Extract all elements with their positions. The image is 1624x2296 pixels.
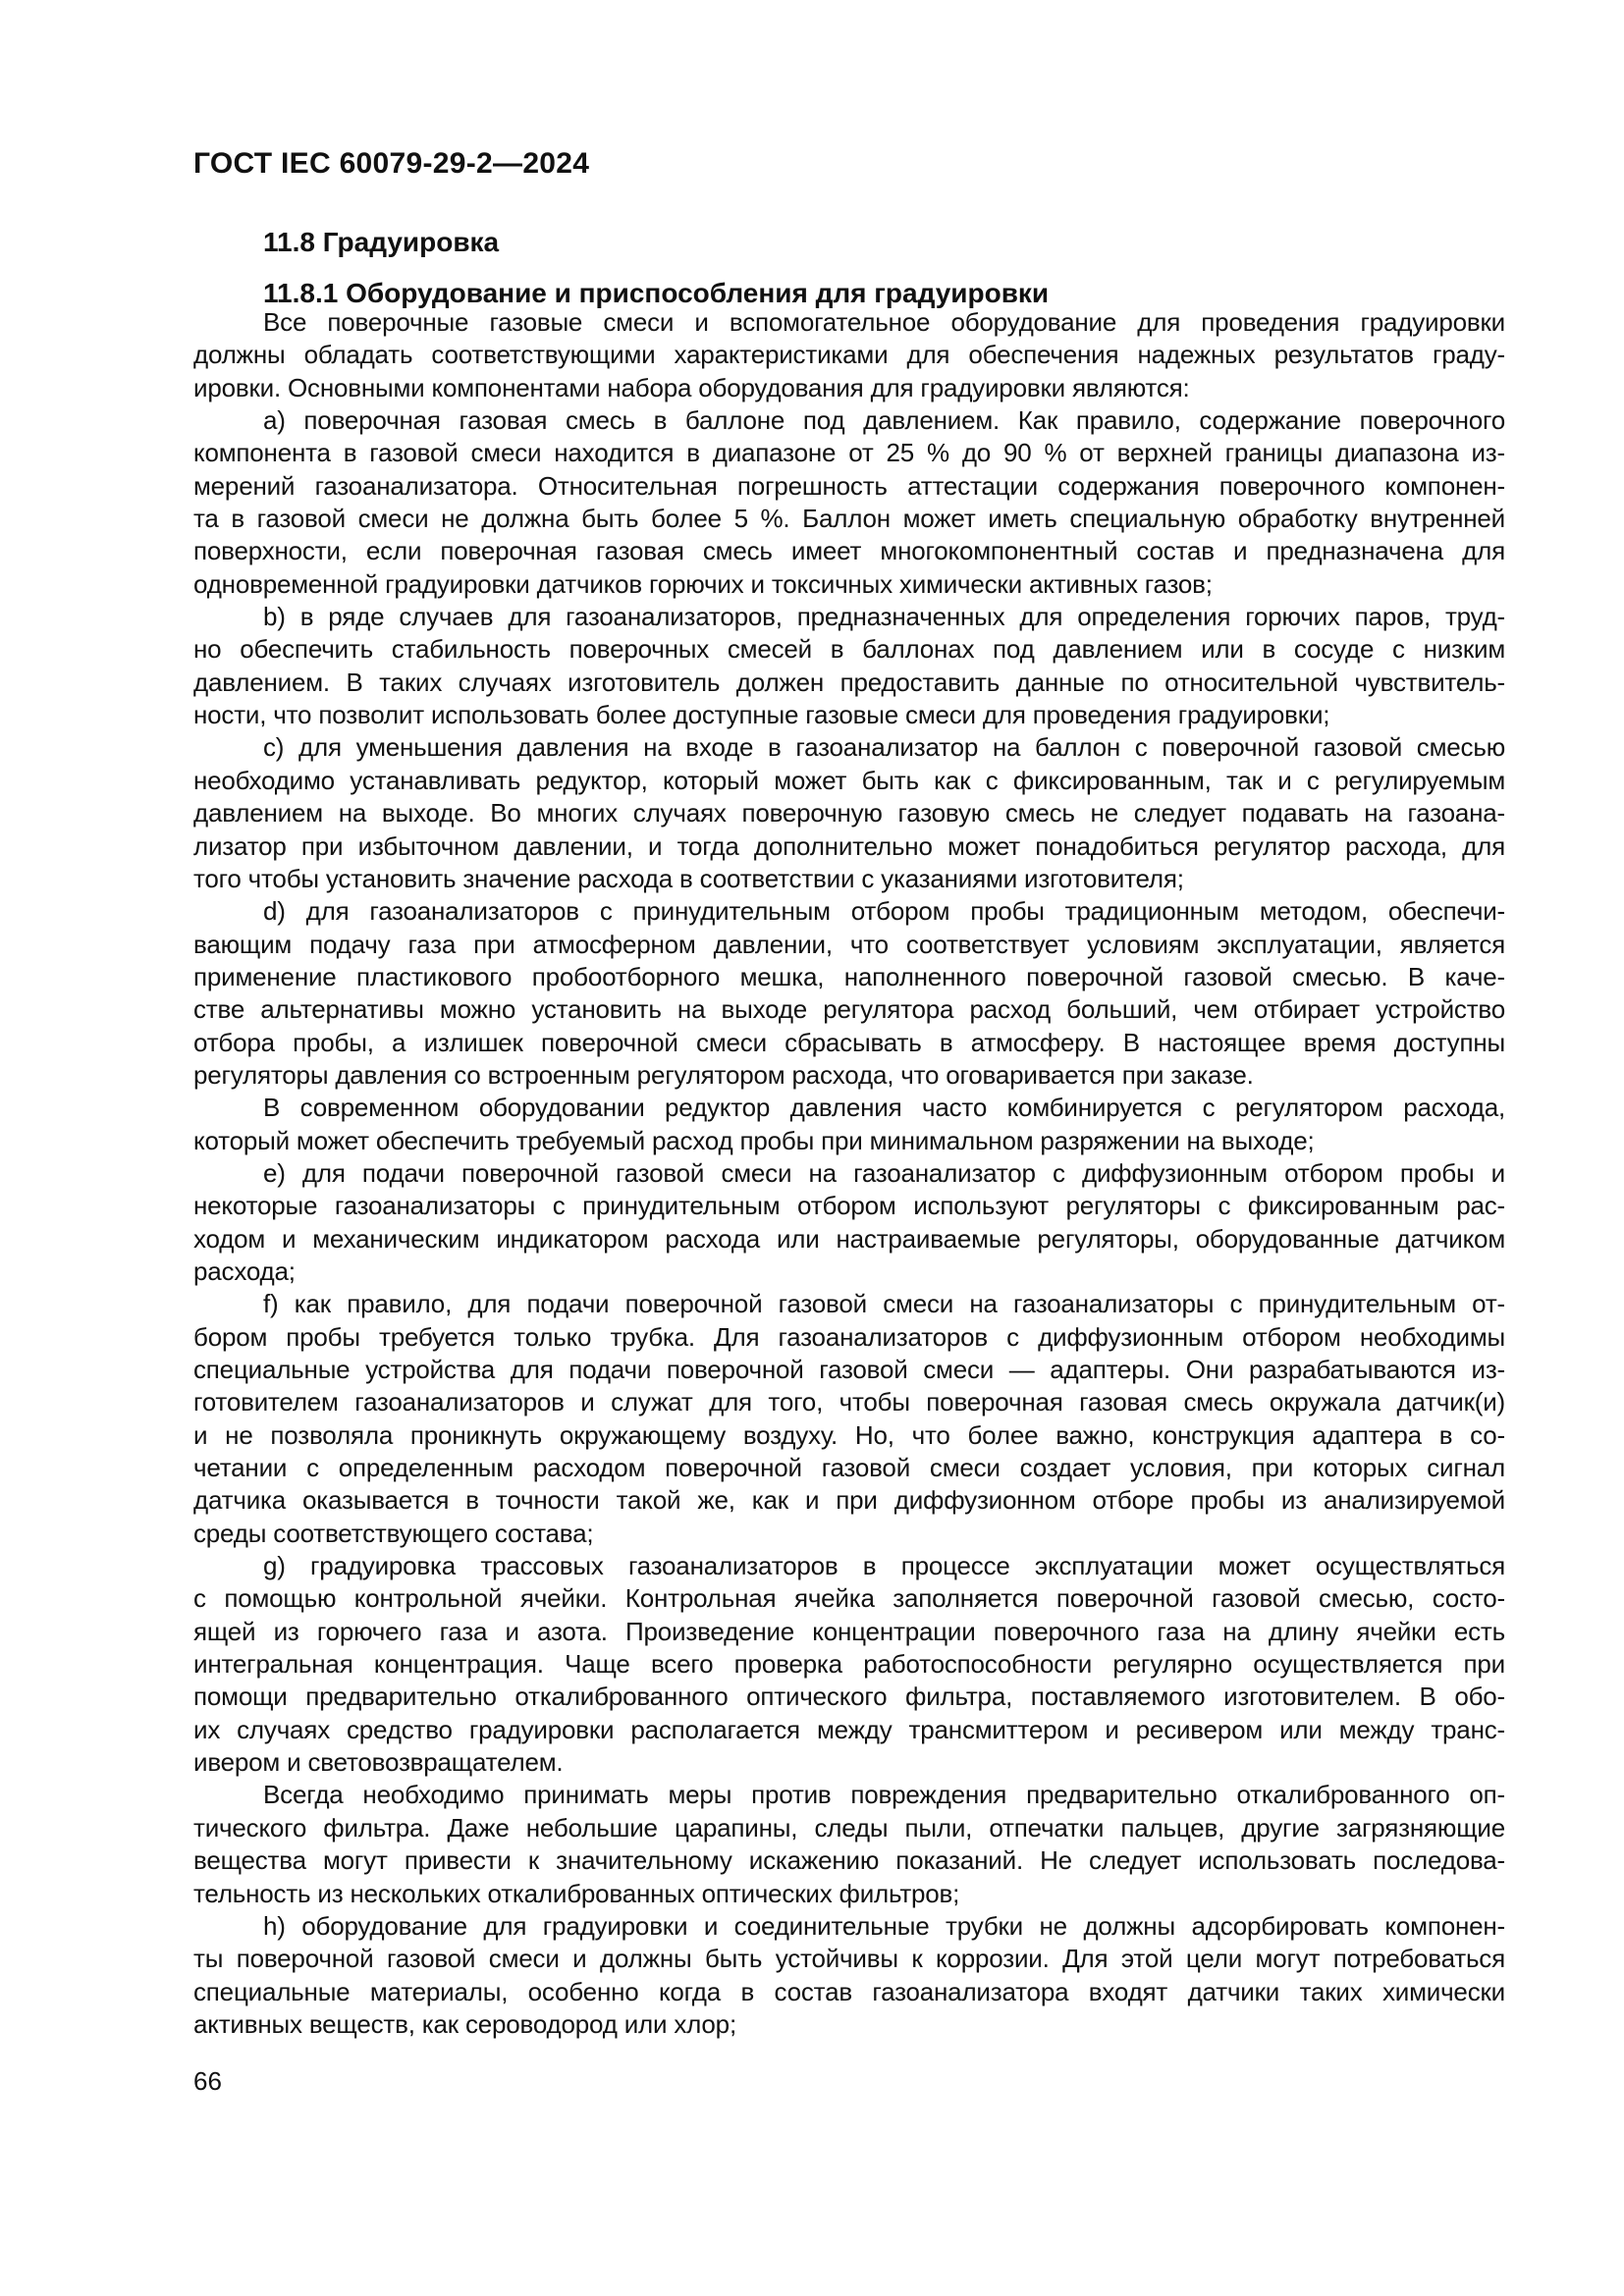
paragraph-line: поверхности, если поверочная газовая смесь имеет многокомпонентный состав и предназначена для xyxy=(193,536,1505,566)
paragraph-line: вающим подачу газа при атмосферном давлении, что соответствует условиям эксплуатации, является xyxy=(193,929,1505,959)
paragraph-line: отбора пробы, а излишек поверочной смеси сбрасывать в атмосферу. В настоящее время доступны xyxy=(193,1027,1505,1057)
paragraph-line: некоторые газоанализаторы с принудительным отбором используют регуляторы с фиксированным рас- xyxy=(193,1191,1505,1221)
paragraph-line: помощи предварительно откалиброванного оптического фильтра, поставляемого изготовителем. В обо- xyxy=(193,1682,1505,1712)
paragraph-line: h) оборудование для градуировки и соединительные трубки не должны адсорбировать компонен- xyxy=(263,1910,1505,1941)
paragraph-line: четании с определенным расходом поверочной газовой смеси создает условия, при которых сигнал xyxy=(193,1453,1505,1483)
paragraph-line: специальные устройства для подачи поверочной газовой смеси — адаптеры. Они разрабатываются из- xyxy=(193,1355,1505,1384)
paragraph-line: та в газовой смеси не должна быть более 5 %. Баллон может иметь специальную обработку внутренней xyxy=(193,504,1505,534)
paragraph-line: среды соответствующего состава; xyxy=(193,1518,594,1548)
paragraph-line: ходом и механическим индикатором расхода или настраиваемые регуляторы, оборудованные датчиком xyxy=(193,1223,1505,1254)
paragraph-line: вещества могут привести к значительному искажению показаний. Не следует использовать последова- xyxy=(193,1845,1505,1876)
section-heading: 11.8 Градуировка xyxy=(263,227,500,257)
paragraph xyxy=(193,1550,1505,1779)
paragraph-line: мерений газоанализатора. Относительная погрешность аттестации содержания поверочного компонен- xyxy=(193,470,1505,501)
paragraph xyxy=(193,1910,1505,2041)
paragraph-line: ировки. Основными компонентами набора оборудования для градуировки являются: xyxy=(193,372,1190,402)
paragraph-line: необходимо устанавливать редуктор, который может быть как с фиксированным, так и с регулируемым xyxy=(193,765,1505,795)
paragraph-line: f) как правило, для подачи поверочной газовой смеси на газоанализаторы с принудительным от- xyxy=(263,1289,1505,1319)
paragraph-line: расхода; xyxy=(193,1255,296,1286)
paragraph xyxy=(193,1092,1505,1157)
paragraph-line: давлением на выходе. Во многих случаях поверочную газовую смесь не следует подавать на газоана- xyxy=(193,798,1505,828)
paragraph xyxy=(193,1288,1505,1550)
paragraph-line: g) градуировка трассовых газоанализаторов в процессе эксплуатации может осуществляться xyxy=(263,1551,1505,1581)
body-text xyxy=(193,306,1505,2041)
paragraph xyxy=(193,1779,1505,1909)
paragraph-line: одновременной градуировки датчиков горючих и токсичных химически активных газов; xyxy=(193,568,1213,599)
paragraph-line: применение пластикового пробоотборного мешка, наполненного поверочной газовой смесью. В каче- xyxy=(193,961,1505,991)
page-number: 66 xyxy=(193,2066,222,2096)
paragraph-line: a) поверочная газовая смесь в баллоне под давлением. Как правило, содержание поверочного xyxy=(263,405,1505,436)
paragraph-line: того чтобы установить значение расхода в соответствии с указаниями изготовителя; xyxy=(193,863,1184,893)
paragraph-line: и не позволяла проникнуть окружающему воздуху. Но, что более важно, конструкция адаптера в со- xyxy=(193,1419,1505,1450)
paragraph-line: Все поверочные газовые смеси и вспомогательное оборудование для проведения градуировки xyxy=(263,307,1505,337)
paragraph-line: интегральная концентрация. Чаще всего проверка работоспособности регулярно осуществляется при xyxy=(193,1649,1505,1680)
paragraph-line: готовителем газоанализаторов и служат для того, чтобы поверочная газовая смесь окружала датчик(и) xyxy=(193,1387,1505,1417)
paragraph-line: с помощью контрольной ячейки. Контрольная ячейка заполняется поверочной газовой смесью, состо- xyxy=(193,1583,1505,1614)
paragraph-line: b) в ряде случаев для газоанализаторов, предназначенных для определения горючих паров, труд- xyxy=(263,602,1505,632)
paragraph xyxy=(193,895,1505,1092)
paragraph-line: но обеспечить стабильность поверочных смесей в баллонах под давлением или в сосуде с низким xyxy=(193,634,1505,665)
paragraph-line: специальные материалы, особенно когда в состав газоанализатора входят датчики таких химически xyxy=(193,1976,1505,2006)
paragraph-line: тельность из нескольких откалиброванных оптических фильтров; xyxy=(193,1878,960,1908)
standard-code-header: ГОСТ IEC 60079-29-2—2024 xyxy=(193,147,590,180)
paragraph-line: ности, что позволит использовать более доступные газовые смеси для проведения градуировки; xyxy=(193,700,1330,730)
paragraph-line: ящей из горючего газа и азота. Произведение концентрации поверочного газа на длину ячейки есть xyxy=(193,1616,1505,1646)
paragraph-line: их случаях средство градуировки располагается между трансмиттером и ресивером или между транс- xyxy=(193,1714,1505,1744)
paragraph-line: ты поверочной газовой смеси и должны быть устойчивы к коррозии. Для этой цели могут потребоваться xyxy=(193,1944,1505,1974)
subsection-heading: 11.8.1 Оборудование и приспособления для градуировки xyxy=(263,278,1050,308)
paragraph xyxy=(193,731,1505,895)
paragraph xyxy=(193,1157,1505,1288)
paragraph-line: активных веществ, как сероводород или хлор; xyxy=(193,2008,736,2039)
paragraph-line: Всегда необходимо принимать меры против повреждения предварительно откалиброванного оп- xyxy=(263,1780,1505,1810)
paragraph-line: В современном оборудовании редуктор давления часто комбинируется с регулятором расхода, xyxy=(263,1093,1505,1123)
paragraph-line: регуляторы давления со встроенным регулятором расхода, что оговаривается при заказе. xyxy=(193,1059,1254,1090)
paragraph-line: давлением. В таких случаях изготовитель должен предоставить данные по относительной чувствитель- xyxy=(193,667,1505,697)
paragraph-line: который может обеспечить требуемый расход пробы при минимальном разряжении на выходе; xyxy=(193,1125,1315,1155)
paragraph-line: датчика оказывается в точности такой же, как и при диффузионном отборе пробы из анализируемой xyxy=(193,1485,1505,1516)
paragraph-line: c) для уменьшения давления на входе в газоанализатор на баллон с поверочной газовой смесью xyxy=(263,732,1505,763)
paragraph-line: тического фильтра. Даже небольшие царапины, следы пыли, отпечатки пальцев, другие загрязняющие xyxy=(193,1812,1505,1842)
paragraph-line: бором пробы требуется только трубка. Для газоанализаторов с диффузионным отбором необходимы xyxy=(193,1321,1505,1352)
paragraph-line: d) для газоанализаторов с принудительным отбором пробы традиционным методом, обеспечи- xyxy=(263,896,1505,927)
paragraph-line: лизатор при избыточном давлении, и тогда дополнительно может понадобиться регулятор расхода, для xyxy=(193,830,1505,861)
paragraph xyxy=(193,404,1505,601)
paragraph-line: компонента в газовой смеси находится в диапазоне от 25 % до 90 % от верхней границы диапазона из- xyxy=(193,438,1505,468)
paragraph-line: ивером и световозвращателем. xyxy=(193,1747,564,1778)
paragraph xyxy=(193,601,1505,731)
paragraph-line: e) для подачи поверочной газовой смеси на газоанализатор с диффузионным отбором пробы и xyxy=(263,1157,1505,1188)
paragraph xyxy=(193,306,1505,404)
paragraph-line: стве альтернативы можно установить на выходе регулятора расход больший, чем отбирает устройство xyxy=(193,994,1505,1025)
paragraph-line: должны обладать соответствующими характеристиками для обеспечения надежных результатов граду- xyxy=(193,340,1505,370)
